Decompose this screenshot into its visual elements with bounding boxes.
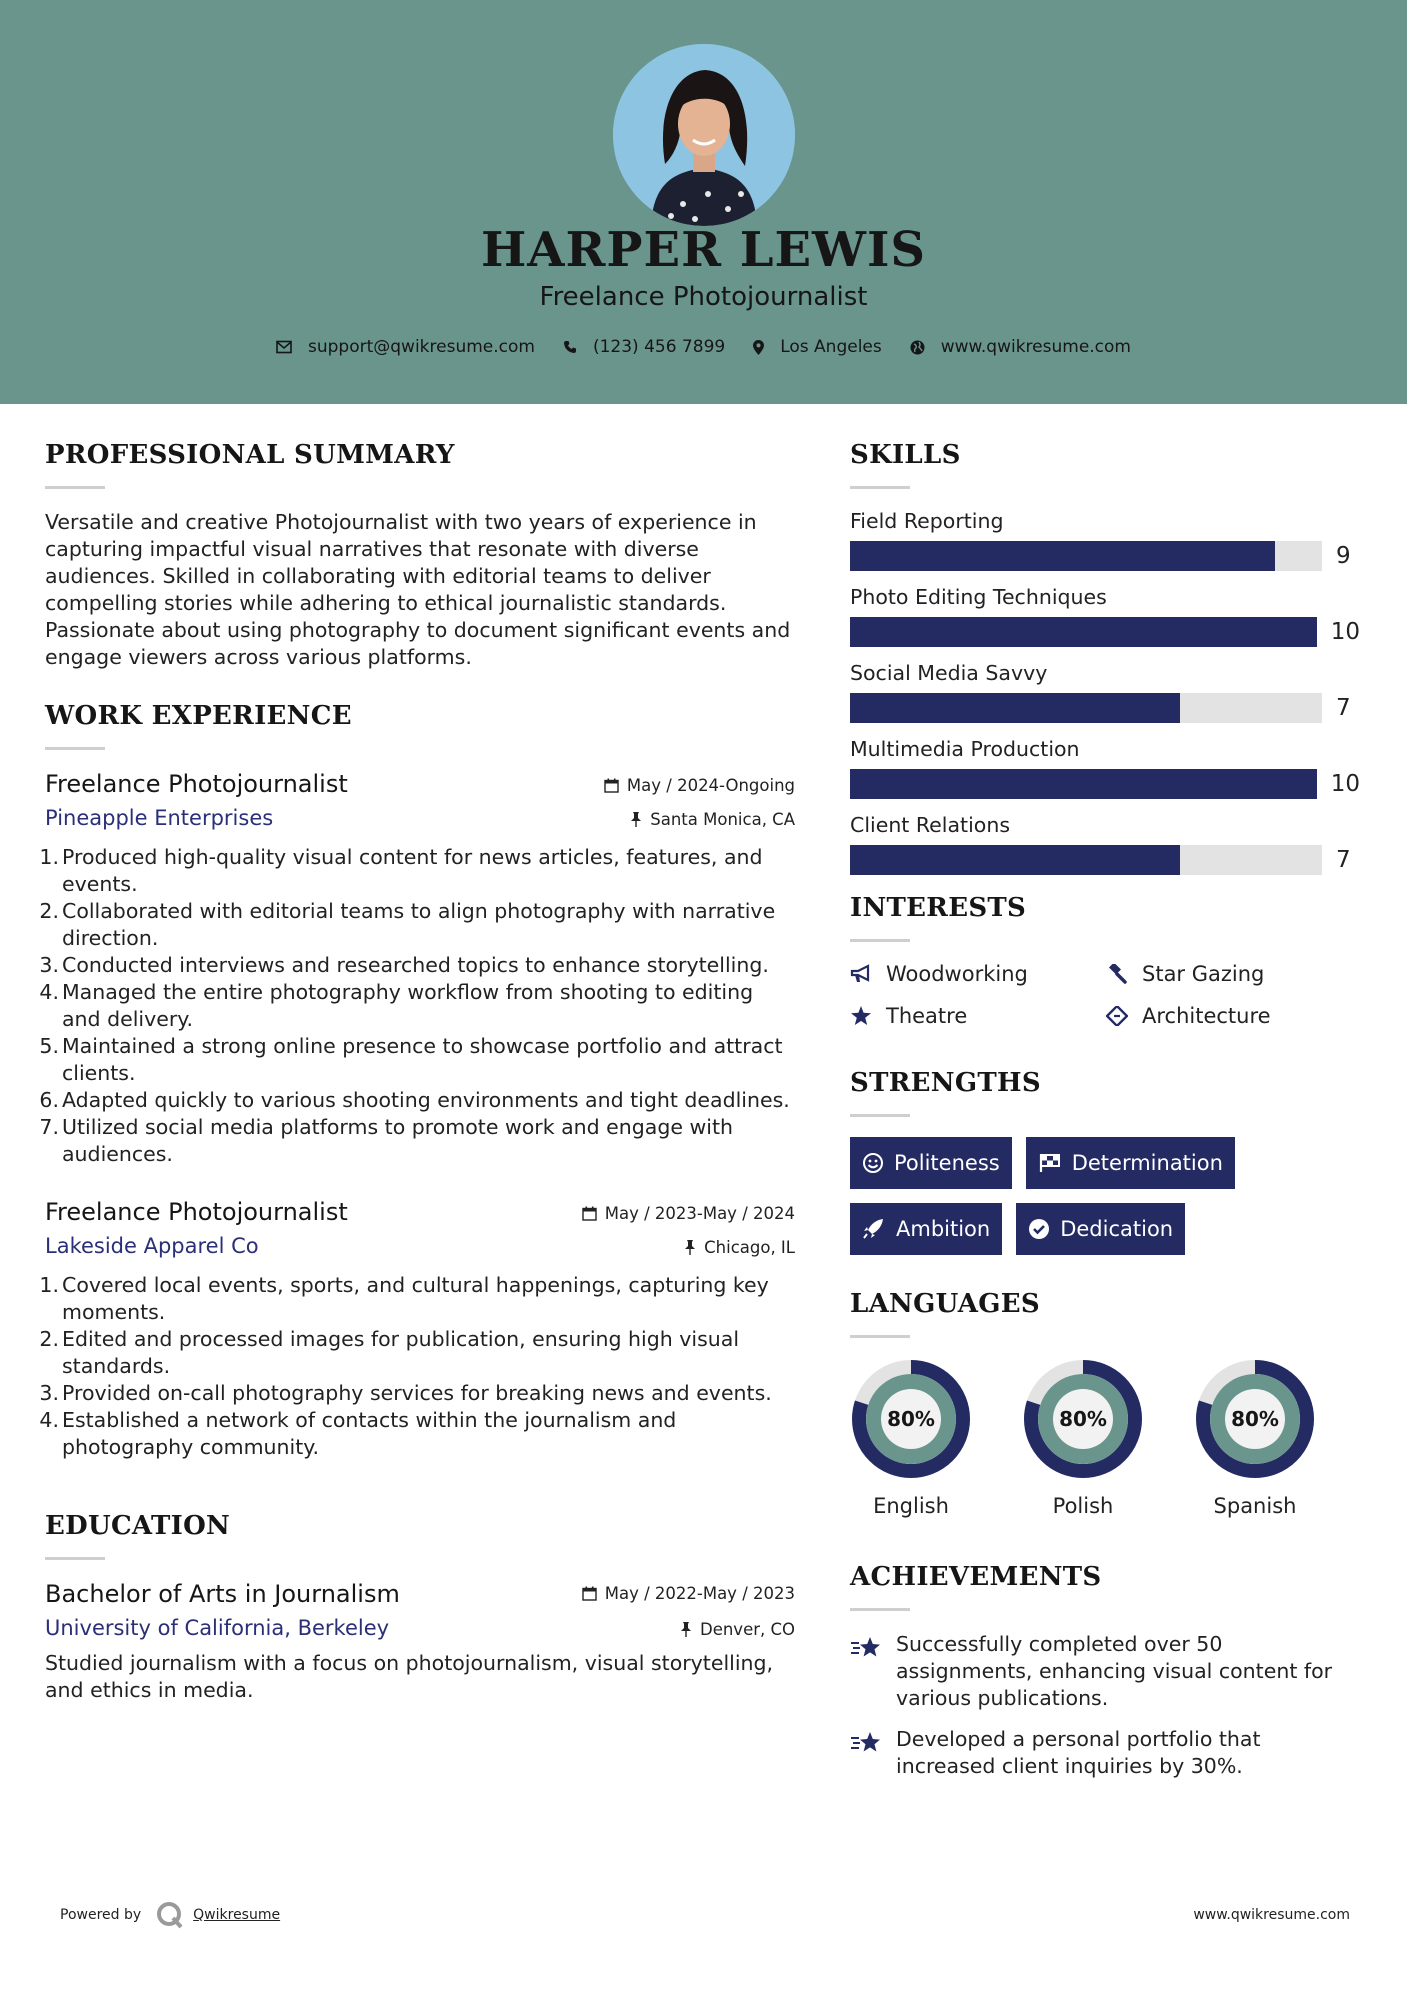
language-item — [1194, 1358, 1316, 1518]
job-entry — [45, 1198, 795, 1461]
calendar-icon — [582, 1586, 597, 1601]
job-dates — [604, 776, 795, 795]
strengths-heading: STRENGTHS — [850, 1068, 1041, 1098]
skills-section — [850, 440, 1360, 875]
interest-item — [850, 1004, 1106, 1028]
education-section — [45, 1511, 795, 1704]
achievement-item — [850, 1631, 1360, 1712]
header-banner — [0, 0, 1407, 404]
candidate-name: HARPER LEWIS — [480, 222, 927, 278]
interest-label: Woodworking — [886, 962, 1028, 986]
language-percent: 80% — [1231, 1407, 1279, 1431]
degree-title: Bachelor of Arts in Journalism — [45, 1580, 400, 1608]
contact-email-text: support@qwikresume.com — [308, 337, 535, 357]
list-item: Adapted quickly to various shooting environments and tight deadlines. — [62, 1088, 790, 1112]
strengths-list — [850, 1137, 1320, 1255]
section-divider — [850, 486, 910, 489]
language-item — [1022, 1358, 1144, 1518]
achievements-heading: ACHIEVEMENTS — [850, 1562, 1102, 1592]
section-divider — [850, 939, 910, 942]
section-divider — [45, 1557, 105, 1560]
contact-location — [753, 337, 882, 357]
pin-icon — [680, 1622, 692, 1637]
interests-section — [850, 893, 1360, 1028]
job-location-text: Santa Monica, CA — [650, 810, 795, 829]
achievement-text: Successfully completed over 50 assignments, enhancing visual content for various publications. — [896, 1632, 1333, 1710]
contact-phone[interactable] — [563, 337, 725, 357]
skill-row — [850, 541, 1360, 571]
list-item: Produced high-quality visual content for news articles, features, and events. — [62, 845, 763, 896]
duty-list — [62, 844, 795, 1168]
list-item: Managed the entire photography workflow from shooting to editing and delivery. — [62, 980, 754, 1031]
interest-item — [850, 962, 1106, 986]
achievement-item — [850, 1726, 1360, 1780]
skill-score: 7 — [1336, 695, 1351, 721]
skill-label: Photo Editing Techniques — [850, 585, 1107, 609]
list-item: Covered local events, sports, and cultural happenings, capturing key moments. — [62, 1273, 769, 1324]
education-dates — [582, 1584, 795, 1603]
skill-label: Multimedia Production — [850, 737, 1080, 761]
language-item — [850, 1358, 972, 1518]
skill-bar-fill — [850, 769, 1317, 799]
achievements-section — [850, 1562, 1360, 1780]
skill-item — [850, 737, 1360, 799]
language-name: English — [873, 1494, 949, 1518]
powered-by-text: Powered by — [60, 1907, 142, 1923]
list-item: Maintained a strong online presence to showcase portfolio and attract clients. — [62, 1034, 783, 1085]
list-item: Collaborated with editorial teams to align photography with narrative direction. — [62, 899, 776, 950]
language-gauge — [1194, 1358, 1316, 1480]
skill-bar-fill — [850, 541, 1275, 571]
languages-section — [850, 1289, 1360, 1518]
shooting-star-icon — [850, 1635, 884, 1661]
skill-row — [850, 845, 1360, 875]
education-heading: EDUCATION — [45, 1511, 231, 1541]
skill-bar — [850, 845, 1322, 875]
strength-chip — [1026, 1137, 1235, 1189]
summary-section — [45, 440, 795, 671]
calendar-icon — [604, 778, 619, 793]
smile-icon — [862, 1152, 884, 1174]
interest-item — [1106, 1004, 1346, 1028]
star-icon — [850, 1006, 872, 1026]
language-percent: 80% — [1059, 1407, 1107, 1431]
job-subheader — [45, 806, 795, 830]
skill-row — [850, 693, 1360, 723]
skill-label: Social Media Savvy — [850, 661, 1048, 685]
list-item: Edited and processed images for publication, ensuring high visual standards. — [62, 1327, 740, 1378]
skill-score: 9 — [1336, 543, 1351, 569]
map-pin-icon — [753, 340, 764, 355]
interest-label: Theatre — [886, 1004, 968, 1028]
skill-bar — [850, 617, 1317, 647]
skill-row — [850, 769, 1360, 799]
skill-score: 10 — [1330, 619, 1360, 645]
ticket-icon — [1106, 1006, 1128, 1026]
skill-bar — [850, 693, 1322, 723]
achievement-text: Developed a personal portfolio that increased client inquiries by 30%. — [896, 1727, 1261, 1778]
strength-chip — [1016, 1203, 1185, 1255]
summary-heading: PROFESSIONAL SUMMARY — [45, 440, 455, 470]
contact-bar — [0, 337, 1407, 357]
strength-label: Determination — [1071, 1151, 1223, 1175]
section-divider — [850, 1608, 910, 1611]
education-header — [45, 1580, 795, 1608]
section-divider — [850, 1114, 910, 1117]
interests-grid — [850, 962, 1360, 1028]
section-divider — [45, 747, 105, 750]
skill-bar — [850, 541, 1322, 571]
skills-list — [850, 509, 1360, 875]
strength-chip — [850, 1137, 1012, 1189]
contact-email[interactable] — [276, 337, 535, 357]
calendar-icon — [582, 1206, 597, 1221]
job-header — [45, 770, 795, 798]
skill-bar-fill — [850, 693, 1180, 723]
qwikresume-logo-icon — [155, 1900, 185, 1930]
skill-score: 10 — [1330, 771, 1360, 797]
skill-item — [850, 509, 1360, 571]
footer-website[interactable]: www.qwikresume.com — [1193, 1907, 1350, 1923]
globe-icon — [910, 340, 925, 355]
phone-icon — [563, 340, 577, 354]
company-name: Pineapple Enterprises — [45, 806, 274, 830]
skill-row — [850, 617, 1360, 647]
envelope-icon — [276, 340, 292, 354]
languages-list — [850, 1358, 1360, 1518]
contact-website-text: www.qwikresume.com — [940, 337, 1131, 357]
job-location — [630, 810, 795, 829]
summary-text: Versatile and creative Photojournalist with two years of experience in capturing impactful visual narratives that resonate with diverse audiences. Skilled in collaborating with editorial teams to deliver compelling stories while adhering to ethical journalistic standards. Passionate about using photography to document significant events and engage viewers across various platforms. — [45, 510, 791, 669]
languages-heading: LANGUAGES — [850, 1289, 1040, 1319]
experience-section — [45, 701, 795, 1461]
job-entry — [45, 770, 795, 1168]
education-dates-text: May / 2022-May / 2023 — [604, 1584, 795, 1603]
job-subheader — [45, 1234, 795, 1258]
job-dates — [582, 1204, 795, 1223]
left-column — [45, 440, 795, 1704]
pin-icon — [684, 1240, 696, 1255]
strengths-section — [850, 1068, 1360, 1255]
education-description: Studied journalism with a focus on photojournalism, visual storytelling, and ethics in media. — [45, 1651, 774, 1702]
skill-item — [850, 585, 1360, 647]
skill-label: Field Reporting — [850, 509, 1004, 533]
school-name: University of California, Berkeley — [45, 1616, 390, 1640]
interest-item — [1106, 962, 1346, 986]
skill-label: Client Relations — [850, 813, 1011, 837]
job-dates-text: May / 2023-May / 2024 — [604, 1204, 795, 1223]
skill-item — [850, 813, 1360, 875]
language-gauge — [850, 1358, 972, 1480]
interest-label: Star Gazing — [1142, 962, 1265, 986]
rocket-icon — [862, 1218, 886, 1240]
skill-bar-fill — [850, 617, 1317, 647]
profile-photo — [613, 44, 795, 226]
language-gauge — [1022, 1358, 1144, 1480]
footer-powered — [60, 1900, 280, 1930]
job-title: Freelance Photojournalist — [45, 1198, 348, 1226]
right-column — [850, 440, 1360, 1794]
job-header — [45, 1198, 795, 1226]
contact-location-text: Los Angeles — [780, 337, 882, 357]
company-name: Lakeside Apparel Co — [45, 1234, 259, 1258]
list-item: Conducted interviews and researched topics to enhance storytelling. — [62, 953, 769, 977]
education-location — [680, 1620, 795, 1639]
skills-heading: SKILLS — [850, 440, 961, 470]
list-item: Utilized social media platforms to promote work and engage with audiences. — [62, 1115, 733, 1166]
language-name: Polish — [1052, 1494, 1114, 1518]
interests-heading: INTERESTS — [850, 893, 1027, 923]
interest-label: Architecture — [1142, 1004, 1271, 1028]
skill-bar-fill — [850, 845, 1180, 875]
job-dates-text: May / 2024-Ongoing — [626, 776, 795, 795]
experience-heading: WORK EXPERIENCE — [45, 701, 352, 731]
language-name: Spanish — [1213, 1494, 1297, 1518]
strength-label: Dedication — [1060, 1217, 1174, 1241]
pin-icon — [630, 812, 642, 827]
skill-item — [850, 661, 1360, 723]
skill-bar — [850, 769, 1317, 799]
megaphone-icon — [850, 964, 872, 984]
section-divider — [850, 1335, 910, 1338]
check-circle-icon — [1028, 1218, 1050, 1240]
brand-link[interactable]: Qwikresume — [193, 1907, 281, 1923]
section-divider — [45, 486, 105, 489]
contact-website[interactable] — [910, 337, 1131, 357]
candidate-title: Freelance Photojournalist — [539, 282, 868, 312]
flag-icon — [1038, 1152, 1062, 1174]
language-percent: 80% — [887, 1407, 935, 1431]
job-location — [684, 1238, 795, 1257]
list-item: Provided on-call photography services for breaking news and events. — [62, 1381, 772, 1405]
strength-label: Politeness — [894, 1151, 1000, 1175]
job-location-text: Chicago, IL — [704, 1238, 795, 1257]
education-location-text: Denver, CO — [699, 1620, 795, 1639]
contact-phone-text: (123) 456 7899 — [592, 337, 726, 357]
strength-label: Ambition — [896, 1217, 991, 1241]
strength-chip — [850, 1203, 1002, 1255]
skill-score: 7 — [1336, 847, 1351, 873]
duty-list — [62, 1272, 795, 1461]
gavel-icon — [1106, 964, 1128, 984]
shooting-star-icon — [850, 1730, 884, 1756]
job-title: Freelance Photojournalist — [45, 770, 348, 798]
education-subheader — [45, 1616, 795, 1640]
list-item: Established a network of contacts within the journalism and photography community. — [62, 1408, 677, 1459]
footer — [60, 1900, 1350, 1930]
